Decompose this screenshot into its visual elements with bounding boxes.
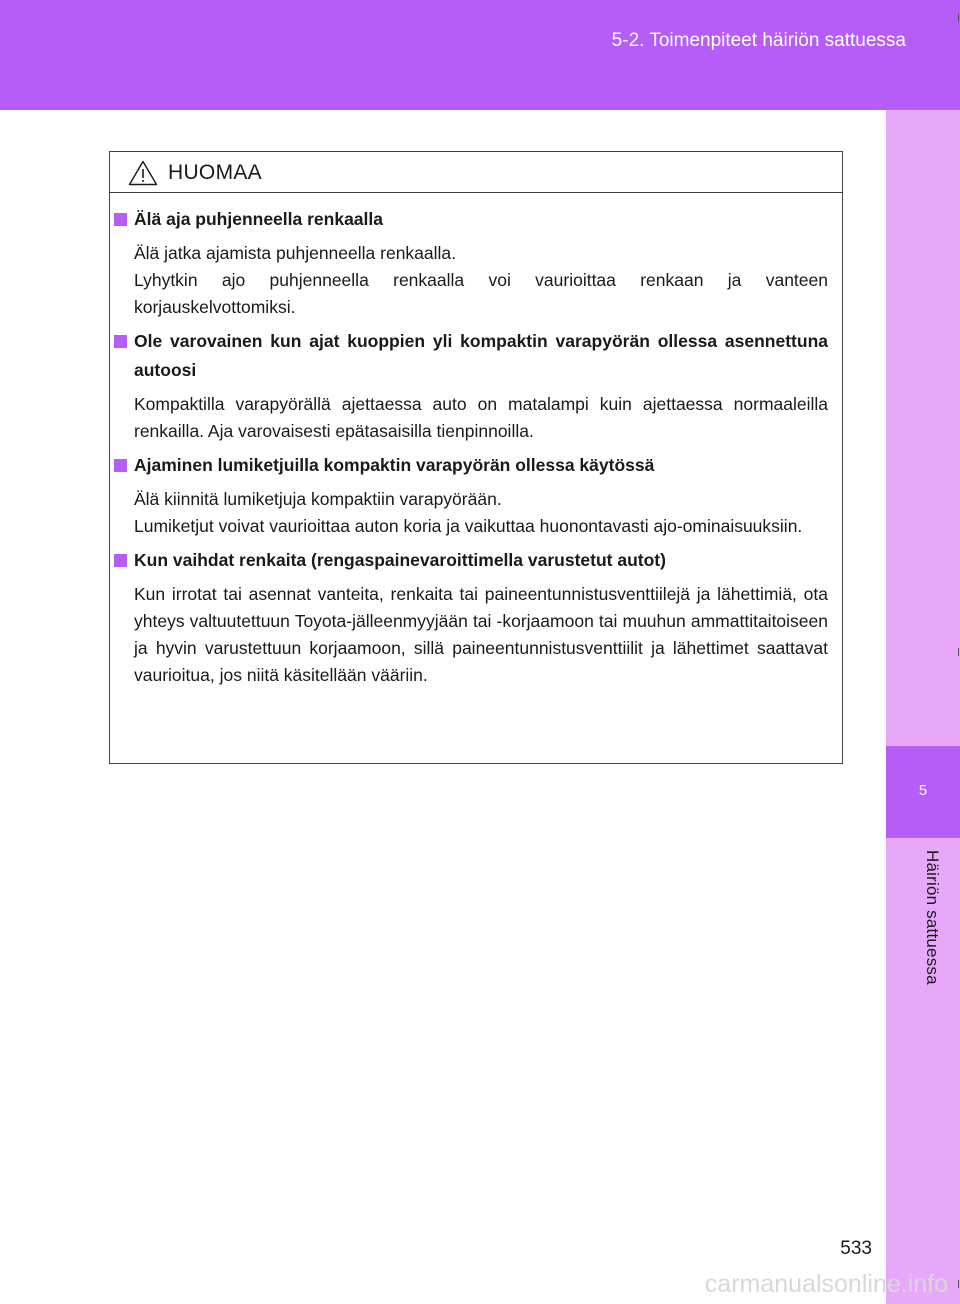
section-text: Kun irrotat tai asennat vanteita, renkaita tai paineentunnistusventtiilejä ja lähettimiä, ota yhteys valtuutettuun Toyota-jälleenmyyjään tai -korjaamoon tai muuhun ammattitaitoiseen ja hyvin varustettuun korjaamoon, sillä paineentunnistusventtiilit ja lähettimet saattavat vaurioitua, jos niitä käsitellään vääriin. bbox=[134, 584, 828, 685]
square-bullet-icon bbox=[114, 459, 127, 472]
section-heading: Ajaminen lumiketjuilla kompaktin varapyörän ollessa käytössä bbox=[112, 451, 828, 480]
section-title: 5-2. Toimenpiteet häiriön sattuessa bbox=[611, 30, 906, 51]
chapter-number: 5 bbox=[918, 782, 928, 799]
crop-mark bbox=[958, 648, 959, 656]
watermark: carmanualsonline.info bbox=[704, 1270, 948, 1298]
notice-body bbox=[110, 193, 842, 689]
notice-section bbox=[112, 205, 828, 321]
section-heading: Älä aja puhjenneella renkaalla bbox=[112, 205, 828, 234]
notice-section bbox=[112, 451, 828, 540]
notice-section bbox=[112, 327, 828, 445]
notice-section bbox=[112, 546, 828, 689]
section-heading: Ole varovainen kun ajat kuoppien yli kompaktin varapyörän ollessa asennettuna autoosi bbox=[112, 327, 828, 385]
chapter-tab bbox=[886, 110, 960, 1304]
warning-triangle-icon bbox=[128, 160, 158, 186]
notice-title: HUOMAA bbox=[168, 161, 262, 184]
crop-mark bbox=[958, 1280, 959, 1288]
chapter-label: Häiriön sattuessa bbox=[923, 850, 942, 985]
section-text: Kompaktilla varapyörällä ajettaessa auto on matalampi kuin ajettaessa normaaleilla renkailla. Aja varovaisesti epätasaisilla tienpinnoilla. bbox=[134, 394, 828, 441]
square-bullet-icon bbox=[114, 213, 127, 226]
section-text: Älä kiinnitä lumiketjuja kompaktiin varapyörään. Lumiketjut voivat vaurioittaa auton koria ja vaikuttaa huonontavasti ajo-ominaisuuksiin. bbox=[134, 489, 803, 536]
square-bullet-icon bbox=[114, 335, 127, 348]
section-text: Älä jatka ajamista puhjenneella renkaalla. Lyhytkin ajo puhjenneella renkaalla voi vaurioittaa renkaan ja vanteen korjauskelvottomiksi. bbox=[134, 243, 828, 317]
square-bullet-icon bbox=[114, 554, 127, 567]
chapter-number-block bbox=[886, 746, 960, 838]
page-number: 533 bbox=[840, 1238, 872, 1259]
page-header bbox=[0, 0, 960, 110]
notice-box bbox=[109, 151, 843, 764]
crop-mark bbox=[958, 14, 959, 22]
section-heading: Kun vaihdat renkaita (rengaspainevaroittimella varustetut autot) bbox=[112, 546, 828, 575]
notice-header bbox=[110, 152, 842, 193]
